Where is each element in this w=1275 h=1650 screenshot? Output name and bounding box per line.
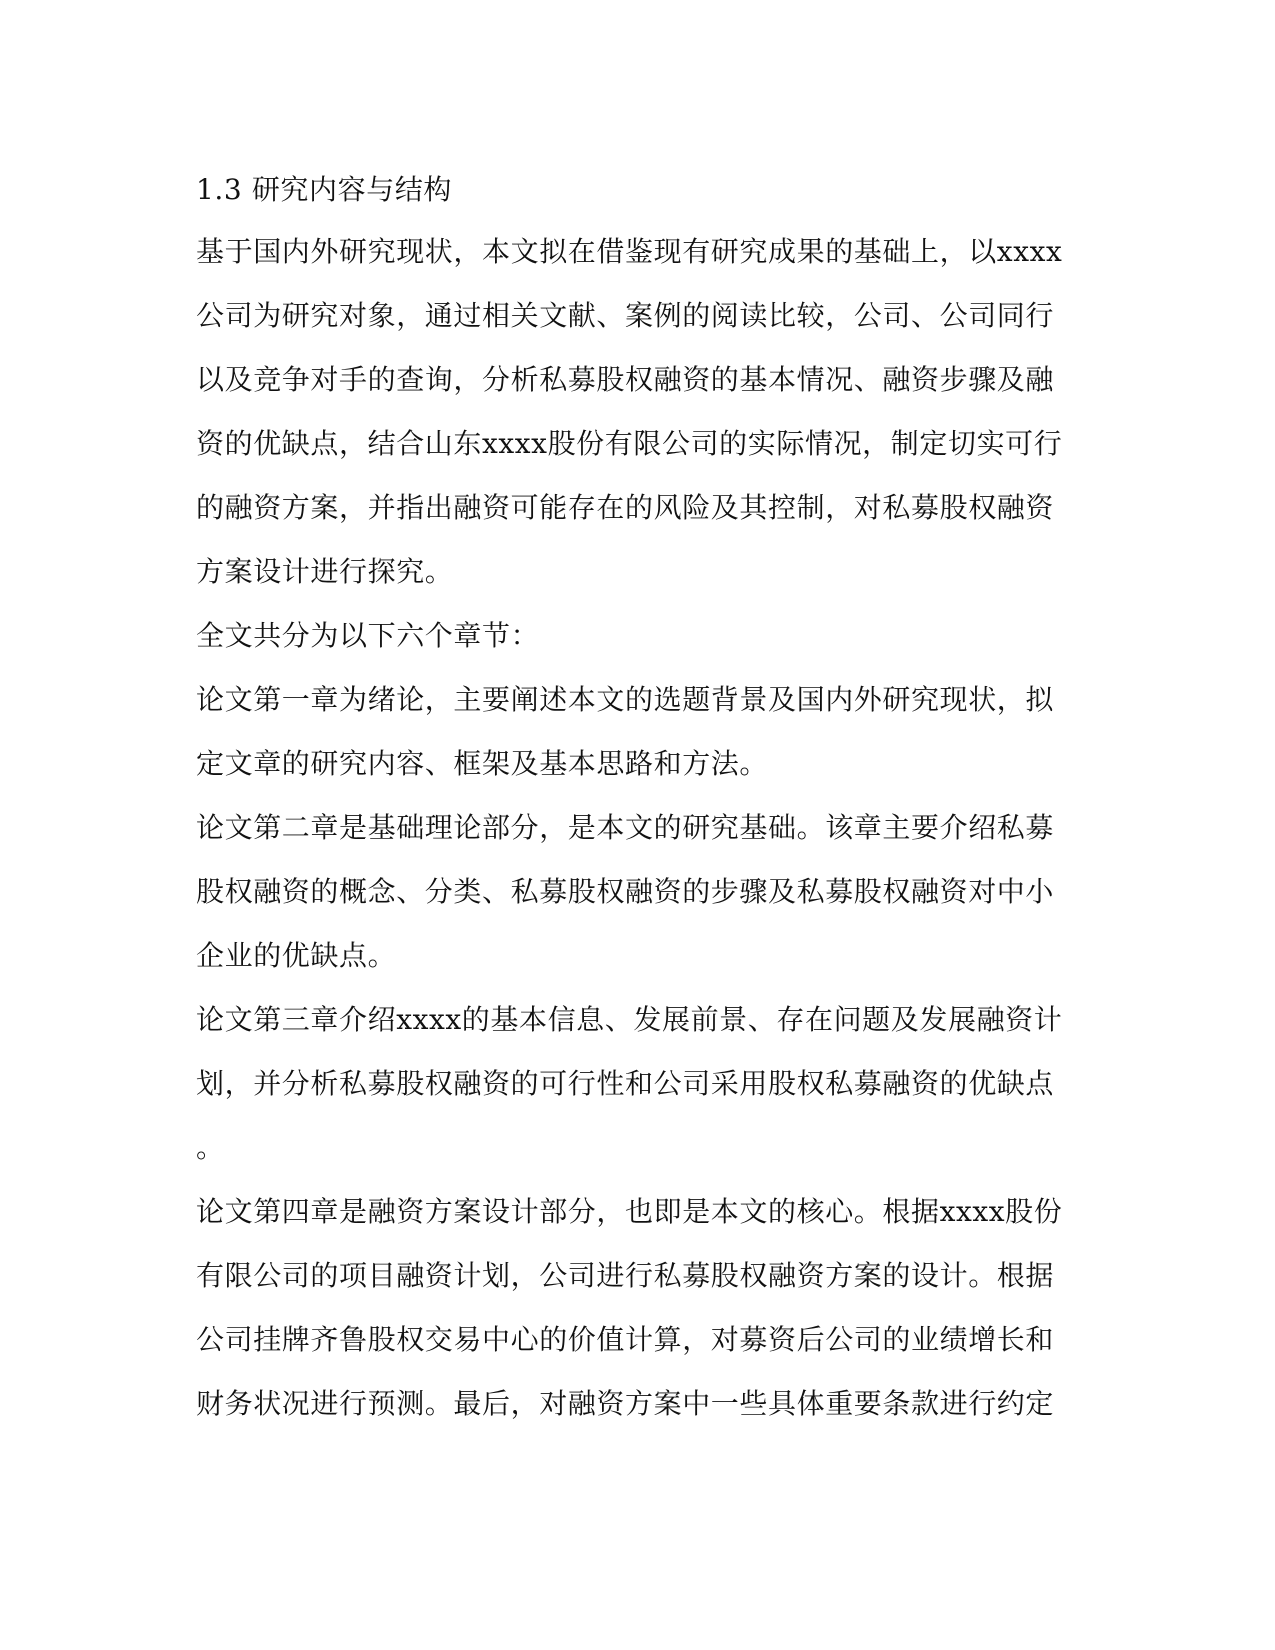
paragraph-chapter-two (196, 796, 1076, 988)
paragraph-line: 定文章的研究内容、框架及基本思路和方法。 (196, 747, 769, 780)
section-heading: 1.3 研究内容与结构 (196, 173, 453, 206)
paragraph-line: 企业的优缺点。 (196, 939, 397, 972)
document-body (196, 160, 1076, 1436)
paragraph-line: 方案设计进行探究。 (196, 555, 454, 588)
paragraph-line: 公司为研究对象，通过相关文献、案例的阅读比较，公司、公司同行 (196, 299, 1055, 332)
paragraph-line: 论文第二章是基础理论部分，是本文的研究基础。该章主要介绍私募 (196, 811, 1055, 844)
paragraph-line: 资的优缺点，结合山东xxxx股份有限公司的实际情况，制定切实可行 (196, 427, 1063, 460)
paragraph-chapter-one (196, 668, 1076, 796)
paragraph-chapter-three (196, 988, 1076, 1180)
paragraph-line: 财务状况进行预测。最后，对融资方案中一些具体重要条款进行约定 (196, 1387, 1055, 1420)
paragraph-line: 的融资方案，并指出融资可能存在的风险及其控制，对私募股权融资 (196, 491, 1055, 524)
paragraph-line: 有限公司的项目融资计划，公司进行私募股权融资方案的设计。根据 (196, 1259, 1055, 1292)
paragraph-line: 论文第四章是融资方案设计部分，也即是本文的核心。根据xxxx股份 (196, 1195, 1063, 1228)
paragraph-research-content (196, 220, 1076, 604)
paragraph-chapter-four (196, 1180, 1076, 1436)
paragraph-chapter-overview (196, 604, 1076, 668)
paragraph-line: 论文第三章介绍xxxx的基本信息、发展前景、存在问题及发展融资计 (196, 1003, 1063, 1036)
paragraph-line: 划，并分析私募股权融资的可行性和公司采用股权私募融资的优缺点 (196, 1067, 1055, 1100)
paragraph-line: 公司挂牌齐鲁股权交易中心的价值计算，对募资后公司的业绩增长和 (196, 1323, 1055, 1356)
paragraph-line: 论文第一章为绪论，主要阐述本文的选题背景及国内外研究现状，拟 (196, 683, 1055, 716)
paragraph-line: 股权融资的概念、分类、私募股权融资的步骤及私募股权融资对中小 (196, 875, 1055, 908)
paragraph-line: 以及竞争对手的查询，分析私募股权融资的基本情况、融资步骤及融 (196, 363, 1055, 396)
paragraph-line: 基于国内外研究现状，本文拟在借鉴现有研究成果的基础上，以xxxx (196, 235, 1063, 268)
paragraph-line: 全文共分为以下六个章节： (196, 619, 540, 652)
paragraph-line: 。 (196, 1131, 225, 1164)
